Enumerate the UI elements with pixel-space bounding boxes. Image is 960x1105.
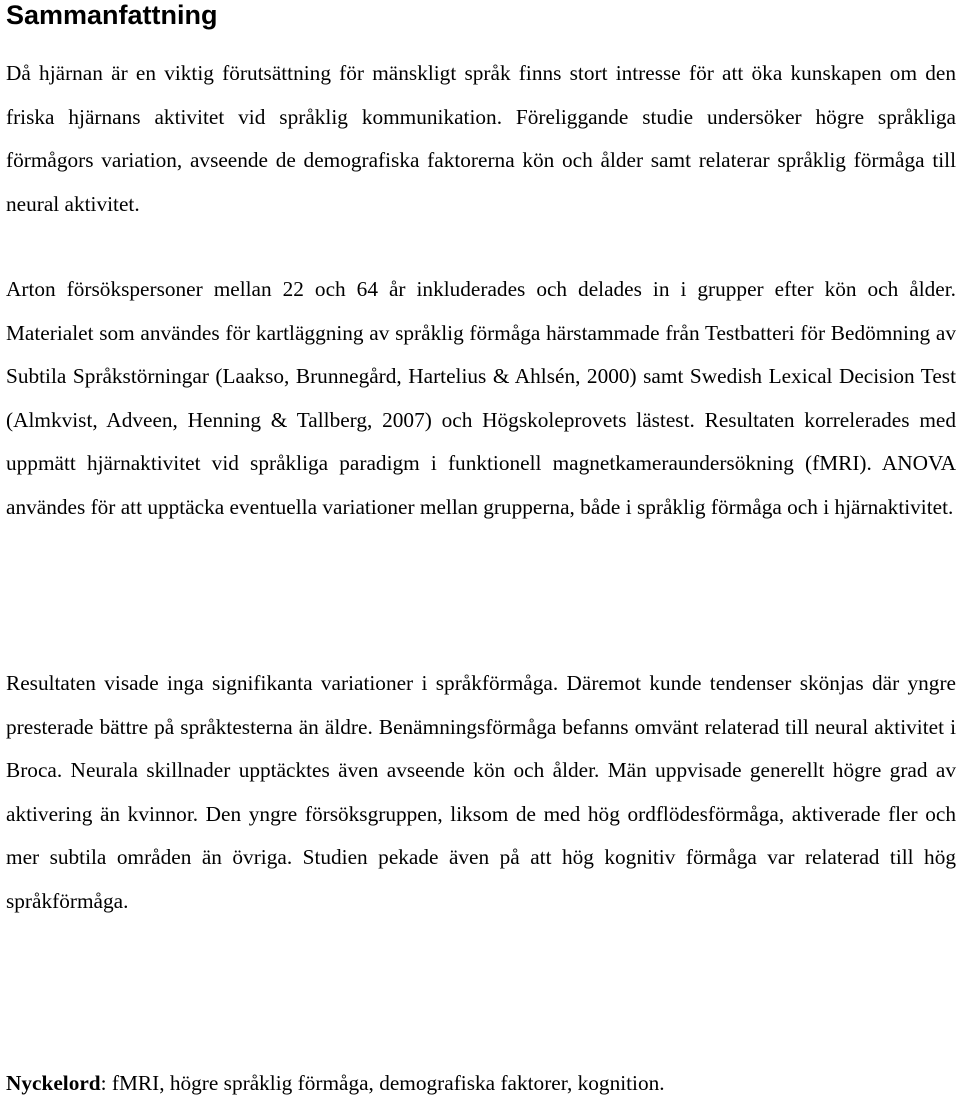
abstract-paragraph-1: Då hjärnan är en viktig förutsättning för mänskligt språk finns stort intresse för att öka kunskapen om den friska hjärnans aktivitet vid språklig kommunikation. Föreliggande studie undersöker högre språkliga förmågors variation, avseende de demografiska faktorerna kön och ålder samt relaterar språklig förmåga till neural aktivitet. (6, 61, 956, 216)
abstract-paragraph-2: Arton försökspersoner mellan 22 och 64 år inkluderades och delades in i grupper efter kön och ålder. Materialet som användes för kartläggning av språklig förmåga härstammade från Testbatteri för Bedömning av Subtila Språkstörningar (Laakso, Brunnegård, Hartelius & Ahlsén, 2000) samt Swedish Lexical Decision Test (Almkvist, Adveen, Henning & Tallberg, 2007) och Högskoleprovets lästest. Resultaten korrelerades med uppmätt hjärnaktivitet vid språkliga paradigm i funktionell magnetkameraundersökning (fMRI). ANOVA användes för att upptäcka eventuella variationer mellan grupperna, både i språklig förmåga och i hjärnaktivitet. (6, 277, 956, 519)
keywords-line (6, 1068, 665, 1098)
keywords-text: fMRI, högre språklig förmåga, demografiska faktorer, kognition. (106, 1071, 665, 1095)
abstract-paragraph-3: Resultaten visade inga signifikanta variationer i språkförmåga. Däremot kunde tendenser skönjas där yngre presterade bättre på språktesterna än äldre. Benämningsförmåga befanns omvänt relaterad till neural aktivitet i Broca. Neurala skillnader upptäcktes även avseende kön och ålder. Män uppvisade generellt högre grad av aktivering än kvinnor. Den yngre försöksgruppen, liksom de med hög ordflödesförmåga, aktiverade fler och mer subtila områden än övriga. Studien pekade även på att hög kognitiv förmåga var relaterad till hög språkförmåga. (6, 671, 956, 913)
keywords-label: Nyckelord (6, 1071, 101, 1095)
page-title: Sammanfattning (6, 0, 218, 30)
keywords-separator: : (100, 1071, 107, 1095)
